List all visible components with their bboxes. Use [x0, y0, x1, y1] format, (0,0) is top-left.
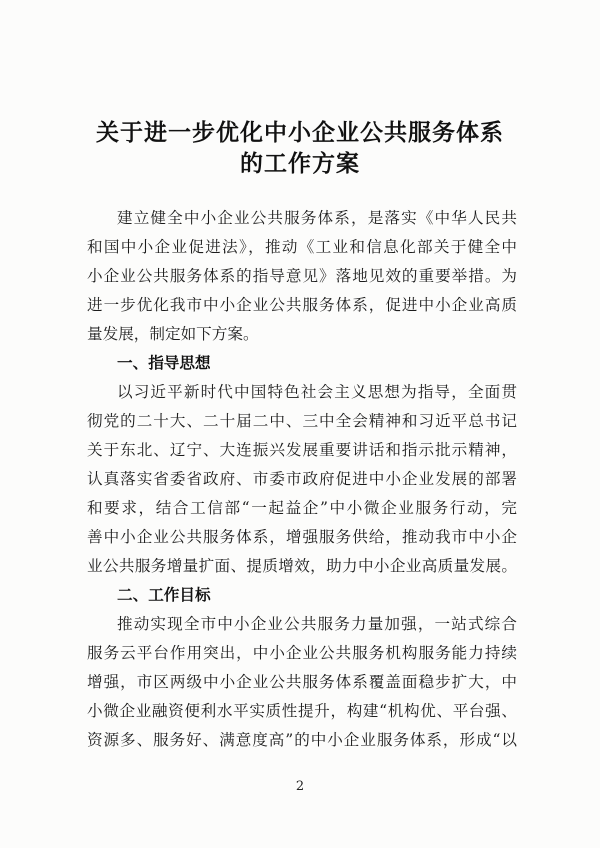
section1-line: 认真落实省委省政府、市委市政府促进中小企业发展的部署	[87, 470, 517, 488]
section2-line: 推动实现全市中小企业公共服务力量加强，一站式综合	[117, 615, 517, 633]
section2-line: 服务云平台作用突出，中小企业公共服务机构服务能力持续	[87, 644, 517, 662]
intro-line: 小企业公共服务体系的指导意见》落地见效的重要举措。为	[87, 267, 517, 285]
intro-line: 量发展，制定如下方案。	[87, 325, 259, 343]
document-title-line-2: 的工作方案	[240, 150, 360, 177]
section2-line: 小微企业融资便利水平实质性提升，构建“机构优、平台强、	[87, 702, 517, 720]
intro-line: 建立健全中小企业公共服务体系，是落实《中华人民共	[117, 209, 517, 227]
section1-line: 和要求，结合工信部“一起益企”中小微企业服务行动，完	[87, 499, 517, 517]
document-title-line-1: 关于进一步优化中小企业公共服务体系	[96, 119, 504, 146]
section2-line: 资源多、服务好、满意度高”的中小企业服务体系，形成“以	[87, 731, 517, 749]
section1-line: 业公共服务增量扩面、提质增效，助力中小企业高质量发展。	[87, 557, 517, 575]
section-heading-guiding-ideology: 一、指导思想	[117, 354, 211, 372]
intro-line: 进一步优化我市中小企业公共服务体系，促进中小企业高质	[87, 296, 517, 314]
section2-line: 增强，市区两级中小企业公共服务体系覆盖面稳步扩大，中	[87, 673, 517, 691]
section-heading-work-goals: 二、工作目标	[117, 586, 211, 604]
section1-line: 关于东北、辽宁、大连振兴发展重要讲话和指示批示精神，	[87, 441, 517, 459]
intro-line: 和国中小企业促进法》，推动《工业和信息化部关于健全中	[87, 238, 517, 256]
section1-line: 以习近平新时代中国特色社会主义思想为指导，全面贯	[117, 383, 517, 401]
section1-line: 善中小企业公共服务体系，增强服务供给，推动我市中小企	[87, 528, 517, 546]
page-number: 2	[295, 779, 305, 794]
section1-line: 彻党的二十大、二十届二中、三中全会精神和习近平总书记	[87, 412, 517, 430]
